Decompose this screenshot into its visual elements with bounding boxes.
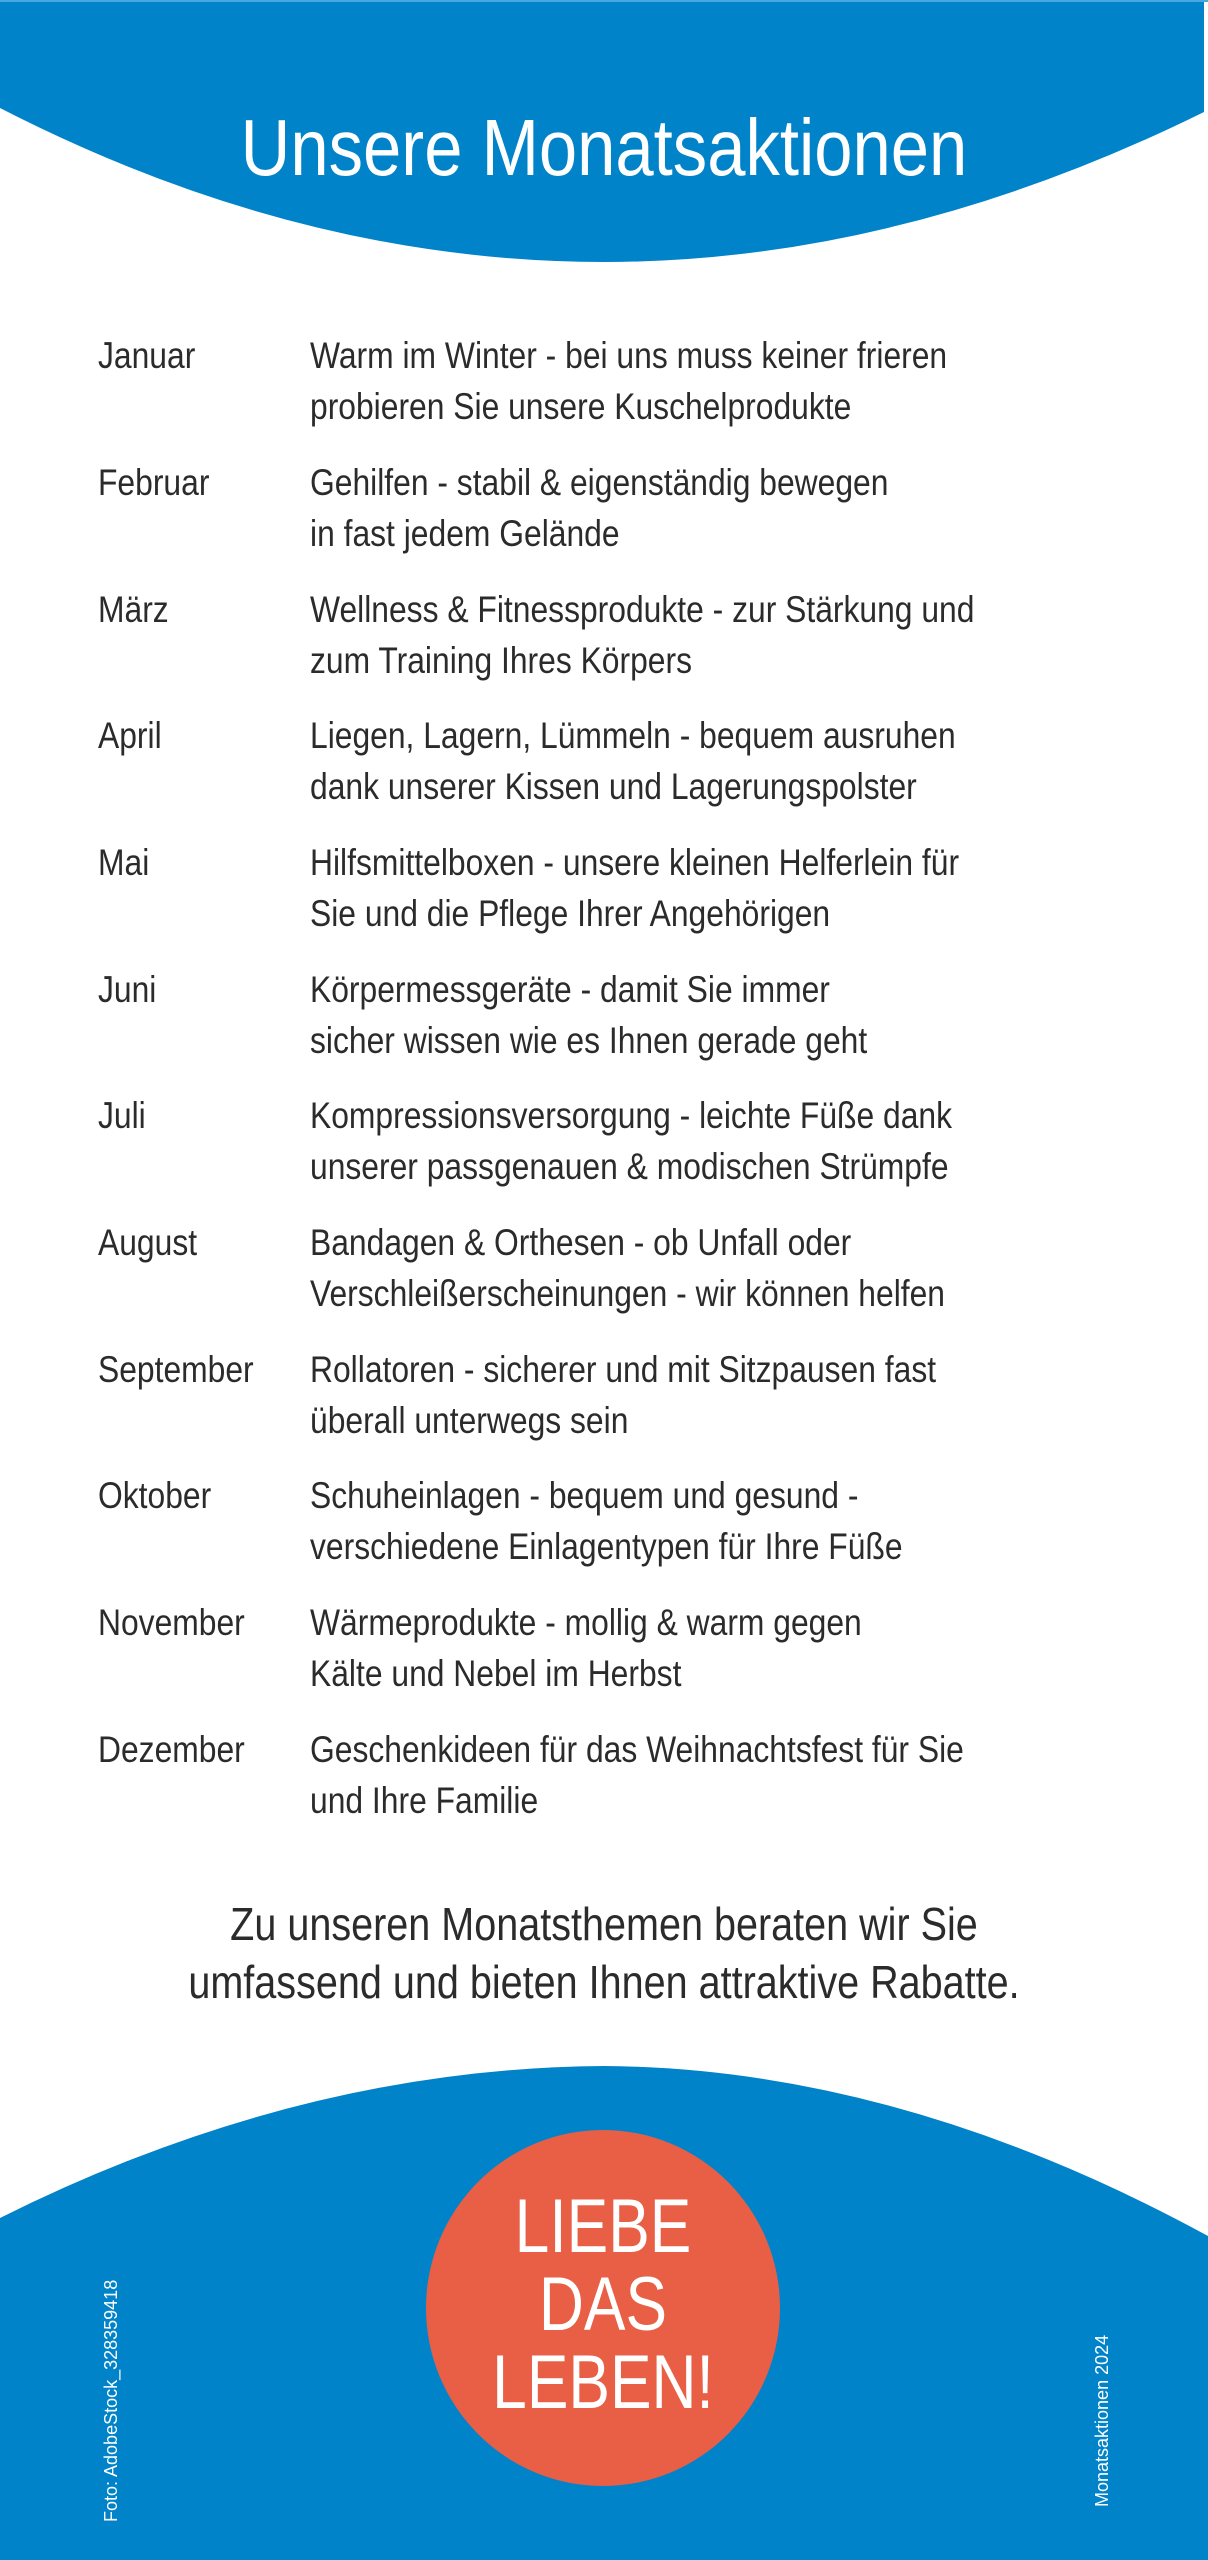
page-title: Unsere Monatsaktionen bbox=[240, 102, 968, 192]
month-label: Juli bbox=[98, 1095, 146, 1136]
slogan-line: DAS bbox=[538, 2262, 668, 2347]
list-item bbox=[0, 964, 1208, 1074]
description-line: Wärmeprodukte - mollig & warm gegen bbox=[310, 1602, 862, 1643]
photo-credit: Foto: AdobeStock_328359418 bbox=[101, 2279, 121, 2522]
month-description bbox=[310, 837, 959, 939]
month-description bbox=[310, 1344, 936, 1446]
list-item bbox=[0, 1090, 1208, 1200]
month-description bbox=[310, 710, 956, 812]
month-label: Februar bbox=[98, 462, 210, 503]
list-item bbox=[0, 330, 1208, 440]
month-description bbox=[310, 330, 947, 432]
list-item bbox=[0, 457, 1208, 567]
description-line: Verschleißerscheinungen - wir können helfen bbox=[310, 1273, 946, 1314]
month-description bbox=[310, 584, 974, 686]
list-item bbox=[0, 837, 1208, 947]
month-label: Juni bbox=[98, 969, 157, 1010]
month-description bbox=[310, 1724, 964, 1826]
list-item bbox=[0, 1597, 1208, 1707]
description-line: Kälte und Nebel im Herbst bbox=[310, 1653, 682, 1694]
description-line: verschiedene Einlagentypen für Ihre Füße bbox=[310, 1526, 903, 1567]
month-label: Januar bbox=[98, 335, 196, 376]
month-label: September bbox=[98, 1349, 254, 1390]
list-item bbox=[0, 1344, 1208, 1454]
month-label: März bbox=[98, 589, 169, 630]
description-line: Körpermessgeräte - damit Sie immer bbox=[310, 969, 830, 1010]
month-description bbox=[310, 1090, 952, 1192]
month-label: Oktober bbox=[98, 1475, 212, 1516]
month-description bbox=[310, 964, 867, 1066]
month-label: April bbox=[98, 715, 162, 756]
note-line: Zu unseren Monatsthemen beraten wir Sie bbox=[230, 1898, 978, 1950]
description-line: probieren Sie unsere Kuschelprodukte bbox=[310, 386, 852, 427]
slogan-line: LEBEN! bbox=[492, 2340, 714, 2425]
description-line: Geschenkideen für das Weihnachtsfest für Sie bbox=[310, 1729, 964, 1770]
edition-label: Monatsaktionen 2024 bbox=[1092, 2334, 1112, 2507]
list-item bbox=[0, 1217, 1208, 1327]
month-description bbox=[310, 1470, 903, 1572]
month-description bbox=[310, 1597, 862, 1699]
description-line: Wellness & Fitnessprodukte - zur Stärkung und bbox=[310, 589, 975, 630]
description-line: und Ihre Familie bbox=[310, 1780, 539, 1821]
description-line: dank unserer Kissen und Lagerungspolster bbox=[310, 766, 917, 807]
month-label: November bbox=[98, 1602, 245, 1643]
list-item bbox=[0, 1724, 1208, 1834]
description-line: Warm im Winter - bei uns muss keiner frieren bbox=[310, 335, 948, 376]
list-item bbox=[0, 1470, 1208, 1580]
note-line: umfassend und bieten Ihnen attraktive Rabatte. bbox=[188, 1956, 1020, 2008]
description-line: Sie und die Pflege Ihrer Angehörigen bbox=[310, 893, 831, 934]
description-line: sicher wissen wie es Ihnen gerade geht bbox=[310, 1020, 868, 1061]
slogan-badge bbox=[426, 2130, 780, 2486]
description-line: zum Training Ihres Körpers bbox=[310, 640, 693, 681]
month-label: Mai bbox=[98, 842, 150, 883]
description-line: Rollatoren - sicherer und mit Sitzpausen fast bbox=[310, 1349, 937, 1390]
list-item bbox=[0, 584, 1208, 694]
month-label: Dezember bbox=[98, 1729, 245, 1770]
month-description bbox=[310, 1217, 945, 1319]
description-line: Bandagen & Orthesen - ob Unfall oder bbox=[310, 1222, 852, 1263]
month-label: August bbox=[98, 1222, 198, 1263]
closing-note bbox=[0, 1895, 1208, 2011]
description-line: in fast jedem Gelände bbox=[310, 513, 620, 554]
slogan-text bbox=[426, 2184, 780, 2425]
description-line: Hilfsmittelboxen - unsere kleinen Helferlein für bbox=[310, 842, 960, 883]
description-line: unserer passgenauen & modischen Strümpfe bbox=[310, 1146, 949, 1187]
description-line: Liegen, Lagern, Lümmeln - bequem ausruhen bbox=[310, 715, 956, 756]
description-line: Kompressionsversorgung - leichte Füße dank bbox=[310, 1095, 953, 1136]
description-line: überall unterwegs sein bbox=[310, 1400, 629, 1441]
month-description bbox=[310, 457, 888, 559]
description-line: Schuheinlagen - bequem und gesund - bbox=[310, 1475, 859, 1516]
description-line: Gehilfen - stabil & eigenständig bewegen bbox=[310, 462, 889, 503]
list-item bbox=[0, 710, 1208, 820]
slogan-line: LIEBE bbox=[514, 2184, 692, 2269]
